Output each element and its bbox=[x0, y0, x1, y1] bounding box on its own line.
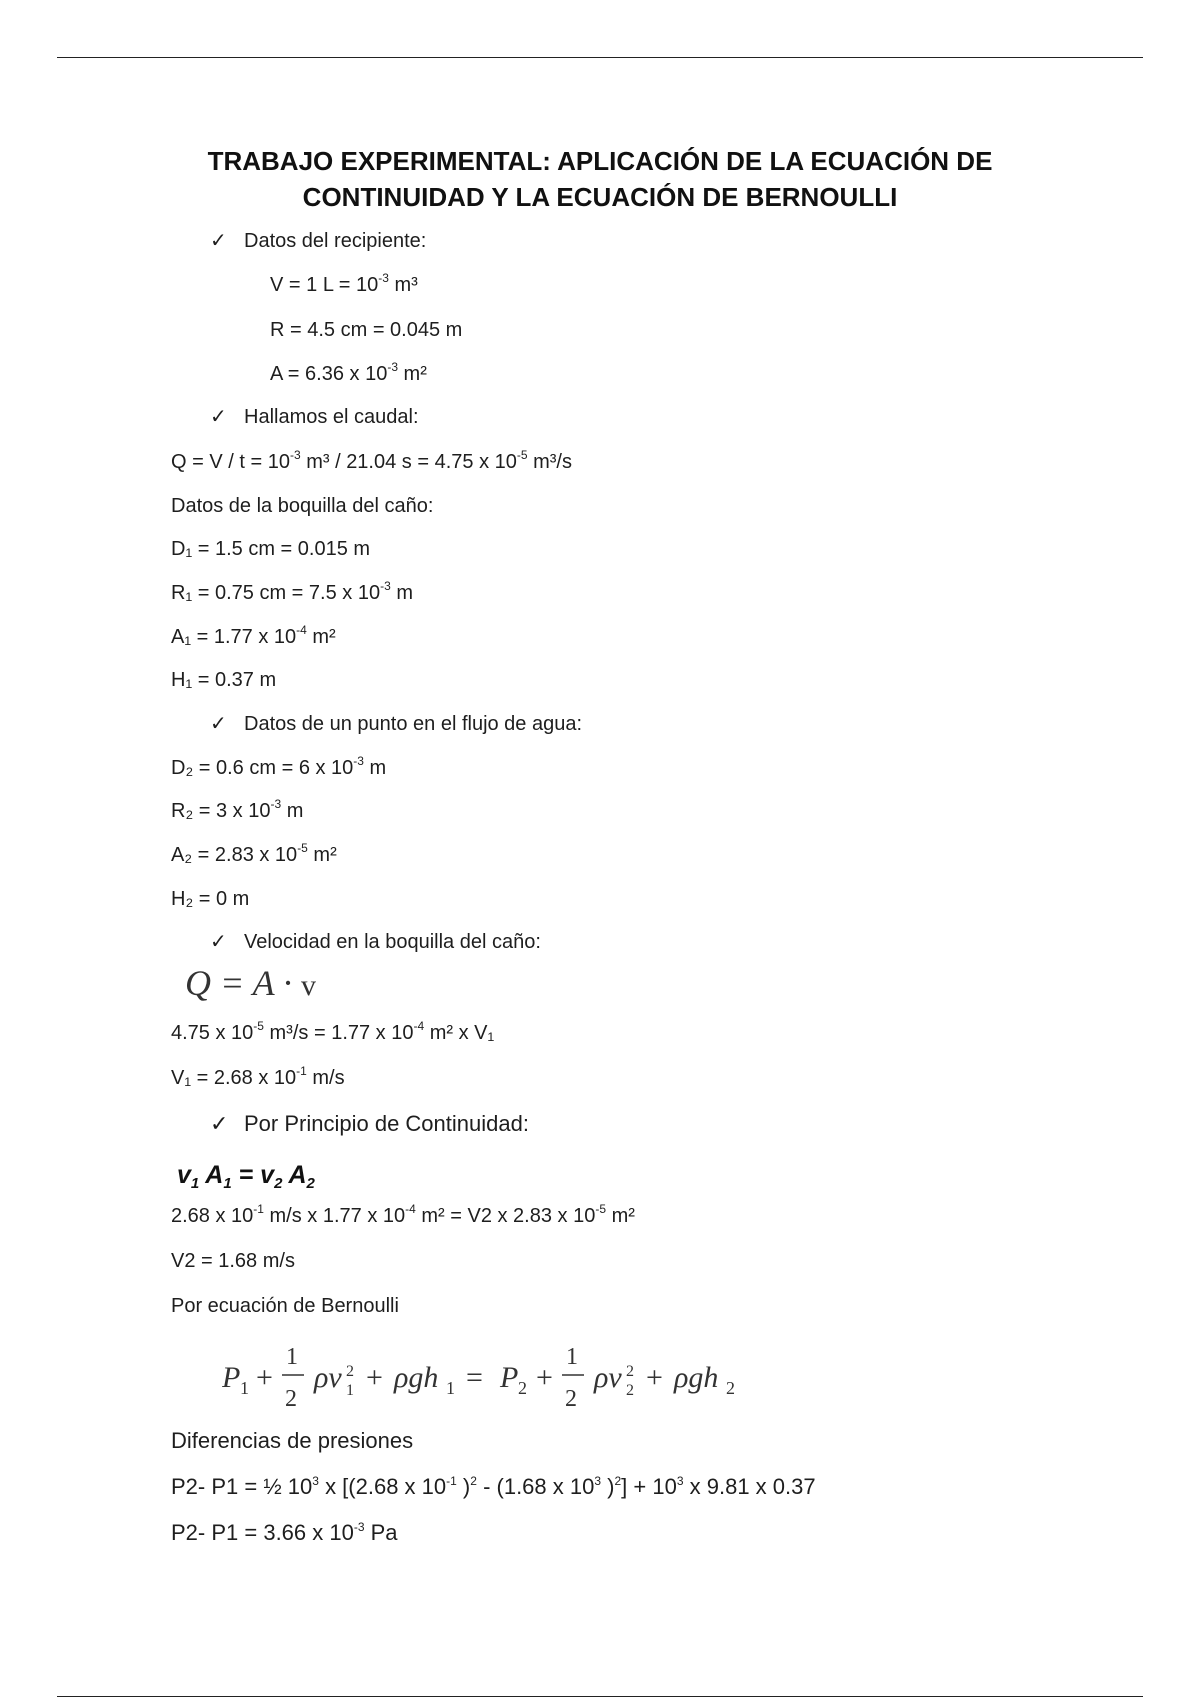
punto-d2: D₂ = 0.6 cm = 6 x $10^{-3}$ m bbox=[171, 754, 387, 779]
p1-sub: 1 bbox=[240, 1378, 249, 1398]
presiones-equation: P2- P1 = ½ $10^3$ x [(2.68 x $10^{-1}$ )$^2$ - (1.68 x $10^3$ )$^2] + 10^3$ x 9.81 x 0.37 bbox=[171, 1474, 816, 1499]
heading-recipiente: ✓ Datos del recipiente: bbox=[210, 230, 427, 252]
half-num-1: 1 bbox=[286, 1344, 298, 1370]
continuity-equation: $v_1$ $A_1 = v_2$ $A_2$ bbox=[177, 1161, 315, 1192]
rho-g-h1: ρgh bbox=[394, 1361, 439, 1394]
velocidad-equation: 4.75 x $10^{-5}$ m³/s = 1.77 x $10^{-4}$ m² x V₁ bbox=[171, 1019, 495, 1044]
half-den-1: 2 bbox=[285, 1386, 297, 1412]
recipiente-volume: V = 1 $L = 10^{-3}$ m³ bbox=[270, 271, 418, 296]
recipiente-area: A = 6.36 x $10^{-3}$ m² bbox=[270, 360, 427, 385]
punto-a2: A₂ = 2.83 x $10^{-5}$ m² bbox=[171, 841, 337, 866]
plus-4: + bbox=[646, 1361, 663, 1394]
v1-sub: 1 bbox=[346, 1382, 354, 1399]
h2-sub: 2 bbox=[726, 1378, 735, 1398]
p2-symbol: P bbox=[500, 1361, 519, 1394]
half-num-2: 1 bbox=[566, 1344, 578, 1370]
p2-sub: 2 bbox=[518, 1378, 527, 1398]
rho-g-h2: ρgh bbox=[674, 1361, 719, 1394]
check-icon: ✓ bbox=[210, 406, 227, 428]
presiones-result: P2- P1 = 3.66 x $10^{-3}$ Pa bbox=[171, 1520, 398, 1545]
boquilla-d1: D₁ = 1.5 cm = 0.015 m bbox=[171, 538, 371, 560]
heading-continuidad: ✓ Por Principio de Continuidad: bbox=[210, 1111, 529, 1136]
punto-h2: H₂ = 0 m bbox=[171, 888, 250, 910]
heading-velocidad: ✓ Velocidad en la boquilla del caño: bbox=[210, 931, 541, 953]
boquilla-r1: R₁ = 0.75 cm = 7.5 x $10^{-3}$ m bbox=[171, 579, 413, 604]
plus-1: + bbox=[256, 1361, 273, 1394]
boquilla-h1: H₁ = 0.37 m bbox=[171, 669, 277, 691]
velocidad-result: V₁ = 2.68 x $10^{-1}$ m/s bbox=[171, 1064, 345, 1089]
title-line-1: TRABAJO EXPERIMENTAL: APLICACIÓN DE LA ECUACIÓN DE bbox=[207, 146, 993, 176]
rho-v2: ρv bbox=[594, 1361, 622, 1394]
heading-presiones: Diferencias de presiones bbox=[171, 1428, 414, 1453]
equals-sign: = bbox=[466, 1361, 483, 1394]
recipiente-radius: R = 4.5 cm = 0.045 m bbox=[270, 319, 463, 341]
p1-symbol: P bbox=[222, 1361, 241, 1394]
check-icon: ✓ bbox=[210, 1111, 229, 1136]
check-icon: ✓ bbox=[210, 713, 227, 735]
plus-2: + bbox=[366, 1361, 383, 1394]
v2-sup: 2 bbox=[626, 1363, 634, 1380]
punto-r2: R₂ = 3 x $10^{-3}$ m bbox=[171, 797, 304, 822]
boquilla-a1: A₁ = 1.77 x $10^{-4}$ m² bbox=[171, 623, 336, 648]
bernoulli-equation bbox=[222, 1340, 782, 1420]
h1-sub: 1 bbox=[446, 1378, 455, 1398]
half-den-2: 2 bbox=[565, 1386, 577, 1412]
rho-v1: ρv bbox=[314, 1361, 342, 1394]
v1-sup: 2 bbox=[346, 1363, 354, 1380]
bottom-rule bbox=[57, 1696, 1143, 1697]
flow-formula: Q = A · v bbox=[185, 963, 316, 1003]
check-icon: ✓ bbox=[210, 931, 227, 953]
heading-punto: ✓ Datos de un punto en el flujo de agua: bbox=[210, 713, 583, 735]
title-line-2: CONTINUIDAD Y LA ECUACIÓN DE BERNOULLI bbox=[302, 182, 898, 212]
heading-boquilla: Datos de la boquilla del caño: bbox=[171, 495, 434, 517]
document-title bbox=[170, 143, 1030, 215]
plus-3: + bbox=[536, 1361, 553, 1394]
check-icon: ✓ bbox=[210, 230, 227, 252]
top-rule bbox=[57, 57, 1143, 58]
continuidad-v2: V2 = 1.68 m/s bbox=[171, 1250, 295, 1272]
continuidad-calc: 2.68 x $10^{-1}$ m/s x 1.77 x $10^{-4}$ m² = V2 x 2.83 x $10^{-5}$ m² bbox=[171, 1202, 635, 1227]
heading-bernoulli: Por ecuación de Bernoulli bbox=[171, 1295, 399, 1317]
heading-caudal: ✓ Hallamos el caudal: bbox=[210, 406, 419, 428]
v2-sub: 2 bbox=[626, 1382, 634, 1399]
caudal-equation: $Q = V / t = 10^{-3}$ m³ / 21.04 s = 4.75 x $10^{-5}$ m³/s bbox=[171, 448, 572, 473]
